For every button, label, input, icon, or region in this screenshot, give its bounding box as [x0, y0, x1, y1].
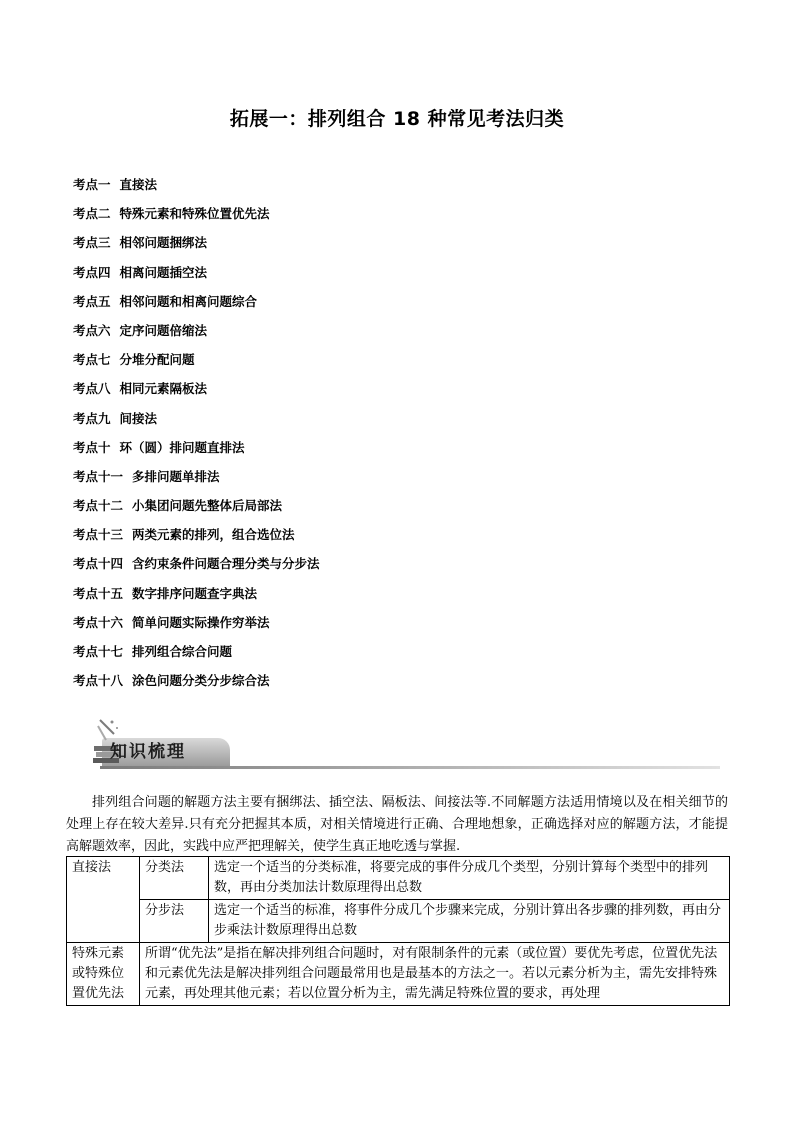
method-description: 所谓“优先法”是指在解决排列组合问题时，对有限制条件的元素（或位置）要优先考虑，位置优先法和元素优先法是解决排列组合问题最常用也是最基本的方法之一。若以元素分析为主，需先安排特殊元素，再处理其他元素；若以位置分析为主，需先满足特殊位置的要求，再处理	[140, 943, 730, 1006]
topic-name: 简单问题实际操作穷举法	[132, 614, 270, 630]
topic-name: 相邻问题和相离问题综合	[119, 293, 258, 309]
topic-number: 考点十四	[73, 556, 124, 572]
topic-name: 两类元素的排列，组合选位法	[132, 527, 295, 543]
list-item	[73, 318, 320, 347]
topic-number: 考点十三	[73, 527, 124, 543]
method-label: 特殊元素或特殊位置优先法	[67, 943, 140, 1006]
topic-name: 相同元素隔板法	[119, 381, 208, 397]
banner-underline	[100, 766, 720, 769]
list-item	[73, 435, 320, 464]
list-item	[73, 610, 320, 639]
list-item	[73, 172, 320, 201]
list-item	[73, 260, 320, 289]
topic-number: 考点十六	[73, 614, 124, 630]
list-item	[73, 230, 320, 259]
topic-number: 考点四	[73, 264, 111, 280]
list-item	[73, 581, 320, 610]
table-row	[67, 900, 730, 943]
method-description: 选定一个适当的标准，将事件分成几个步骤来完成，分别计算出各步骤的排列数，再由分步乘法计数原理得出总数	[209, 900, 730, 943]
submethod-label: 分类法	[140, 857, 209, 900]
topic-name: 环（圆）排问题直排法	[119, 439, 245, 455]
list-item	[73, 522, 320, 551]
topic-name: 数字排序问题查字典法	[132, 585, 258, 601]
topic-number: 考点六	[73, 322, 111, 338]
topic-list	[73, 172, 320, 697]
topic-name: 相离问题插空法	[119, 264, 208, 280]
topic-number: 考点十	[73, 439, 111, 455]
topic-number: 考点十八	[73, 673, 124, 689]
list-item	[73, 493, 320, 522]
topic-name: 涂色问题分类分步综合法	[132, 673, 270, 689]
topic-number: 考点三	[73, 235, 111, 251]
list-item	[73, 376, 320, 405]
topic-name: 特殊元素和特殊位置优先法	[119, 206, 270, 222]
list-item	[73, 289, 320, 318]
topic-name: 相邻问题捆绑法	[119, 235, 208, 251]
list-item	[73, 406, 320, 435]
topic-number: 考点一	[73, 177, 111, 192]
method-description: 选定一个适当的分类标准，将要完成的事件分成几个类型，分别计算每个类型中的排列数，再由分类加法计数原理得出总数	[209, 857, 730, 900]
section-banner	[92, 716, 720, 772]
topic-number: 考点五	[73, 293, 111, 309]
methods-table	[66, 856, 730, 1006]
list-item	[73, 639, 320, 668]
list-item	[73, 551, 320, 580]
topic-number: 考点七	[73, 352, 111, 368]
topic-number: 考点九	[73, 410, 111, 426]
topic-number: 考点八	[73, 381, 111, 397]
topic-name: 直接法	[119, 177, 158, 192]
table-row	[67, 943, 730, 1006]
topic-number: 考点十五	[73, 585, 124, 601]
list-item	[73, 464, 320, 493]
topic-name: 定序问题倍缩法	[119, 322, 208, 338]
topic-name: 分堆分配问题	[119, 352, 195, 368]
topic-name: 小集团问题先整体后局部法	[132, 498, 283, 514]
section-heading: 知识梳理	[110, 742, 186, 762]
submethod-label: 分步法	[140, 900, 209, 943]
page-title: 拓展一：排列组合 18 种常见考法归类	[229, 108, 565, 130]
topic-name: 排列组合综合问题	[132, 644, 233, 659]
topic-number: 考点二	[73, 206, 111, 222]
topic-name: 间接法	[119, 410, 158, 426]
table-row	[67, 857, 730, 900]
topic-number: 考点十二	[73, 498, 124, 514]
topic-number: 考点十七	[73, 644, 124, 659]
topic-name: 含约束条件问题合理分类与分步法	[132, 556, 320, 572]
topic-number: 考点十一	[73, 468, 124, 484]
list-item	[73, 201, 320, 230]
list-item	[73, 347, 320, 376]
method-label: 直接法	[67, 857, 140, 943]
list-item	[73, 668, 320, 697]
intro-paragraph: 排列组合问题的解题方法主要有捆绑法、插空法、隔板法、间接法等.不同解题方法适用情境以及在相关细节的处理上存在较大差异.只有充分把握其本质，对相关情境进行正确、合理地想象，正确选择对应的解题方法，才能提高解题效率，因此，实践中应严把理解关，使学生真正地吃透与掌握.	[66, 795, 728, 854]
topic-name: 多排问题单排法	[132, 468, 220, 484]
